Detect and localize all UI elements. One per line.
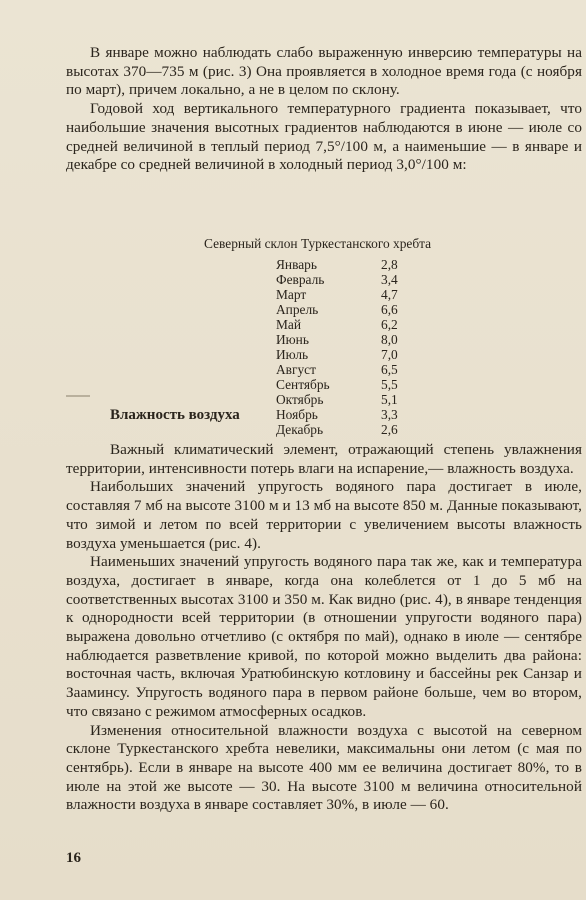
- paragraph-inversion: В январе можно наблюдать слабо выраженную инверсию температуры на высотах 370—735 м (рис. 3) Она проявляется в холодное время года (с ноября по март), причем локально, а не в целом по склону.: [66, 44, 582, 99]
- table-value: 3,4: [381, 272, 398, 287]
- table-value: 5,1: [381, 392, 398, 407]
- table-month: Февраль: [276, 272, 325, 287]
- table-month: Январь: [276, 257, 317, 272]
- table-row: [276, 362, 464, 377]
- table-month: Сентябрь: [276, 377, 330, 392]
- paragraph-vapor-max: Наибольших значений упругость водяного пара достигает в июле, составляя 7 мб на высоте 3100 м и 13 мб на высоте 850 м. Данные показывают, что зимой и летом по всей территории с увеличением высоты влажность воздуха уменьшается (рис. 4).: [66, 478, 582, 552]
- paragraph-humidity-intro: Важный климатический элемент, отражающий степень увлажнения территории, интенсивности потерь влаги на испарение,— влажность воздуха.: [66, 441, 582, 477]
- paragraph-gradient: Годовой ход вертикального температурного градиента показывает, что наибольшие значения высотных градиентов наблюдаются в июне — июле со средней величиной в теплый период 7,5°/100 м, а наименьшие — в январе и декабре со средней величиной в холодный период 3,0°/100 м:: [66, 100, 582, 174]
- table-month: Апрель: [276, 302, 319, 317]
- table-row: [276, 272, 464, 287]
- humidity-text-block: [66, 441, 582, 815]
- table-value: 6,5: [381, 362, 398, 377]
- table-value: 6,6: [381, 302, 398, 317]
- table-row: [276, 422, 464, 437]
- table-month: Декабрь: [276, 422, 324, 437]
- page-number: 16: [66, 850, 81, 866]
- table-row: [276, 287, 464, 302]
- table-month: Март: [276, 287, 307, 302]
- table-value: 4,7: [381, 287, 398, 302]
- margin-mark: [66, 395, 90, 397]
- table-month: Май: [276, 317, 302, 332]
- table-value: 2,6: [381, 422, 398, 437]
- table-row: [276, 332, 464, 347]
- intro-text-block: [66, 44, 582, 175]
- paragraph-vapor-min: Наименьших значений упругость водяного пара так же, как и температура воздуха, достигает в январе, когда она колеблется от 1 до 5 мб на соответственных высотах 3100 и 350 м. Как видно (рис. 4), в январе тенденция к однородности всей территории (в отношении упругости водяного пара) выражена довольно отчетливо (с октября по май), однако в июле — сентябре наблюдается разветвление кривой, по которой можно выделить два района: восточная часть, включая Уратюбинскую котловину и бассейны рек Санзар и Зааминсу. Упругость водяного пара в первом районе больше, чем во втором, что связано с режимом атмосферных осадков.: [66, 553, 582, 720]
- paragraph-relative-humidity: Изменения относительной влажности воздуха с высотой на северном склоне Туркестанского хребта невелики, максимальны они летом (с мая по сентябрь). Если в январе на высоте 400 мм ее величина достигает 80%, то в июле на этой же высоте — 30. На высоте 3100 м величина относительной влажности воздуха в январе составляет 30%, в июле — 60.: [66, 721, 582, 814]
- table-row: [276, 377, 464, 392]
- table-value: 6,2: [381, 317, 398, 332]
- table-row: [276, 317, 464, 332]
- table-row: [276, 407, 464, 422]
- table-month: Июнь: [276, 332, 309, 347]
- table-value: 5,5: [381, 377, 398, 392]
- table-month: Ноябрь: [276, 407, 318, 422]
- table-month: Август: [276, 362, 316, 377]
- table-row: [276, 347, 464, 362]
- table-row: [276, 257, 464, 272]
- table-row: [276, 302, 464, 317]
- gradient-table: [204, 236, 464, 437]
- section-heading: Влажность воздуха: [110, 407, 240, 423]
- table-month: Октябрь: [276, 392, 324, 407]
- table-value: 3,3: [381, 407, 398, 422]
- table-value: 8,0: [381, 332, 398, 347]
- table-row: [276, 392, 464, 407]
- table-title: Северный склон Туркестанского хребта: [204, 236, 432, 251]
- table-month: Июль: [276, 347, 309, 362]
- table-value: 7,0: [381, 347, 398, 362]
- table-value: 2,8: [381, 257, 398, 272]
